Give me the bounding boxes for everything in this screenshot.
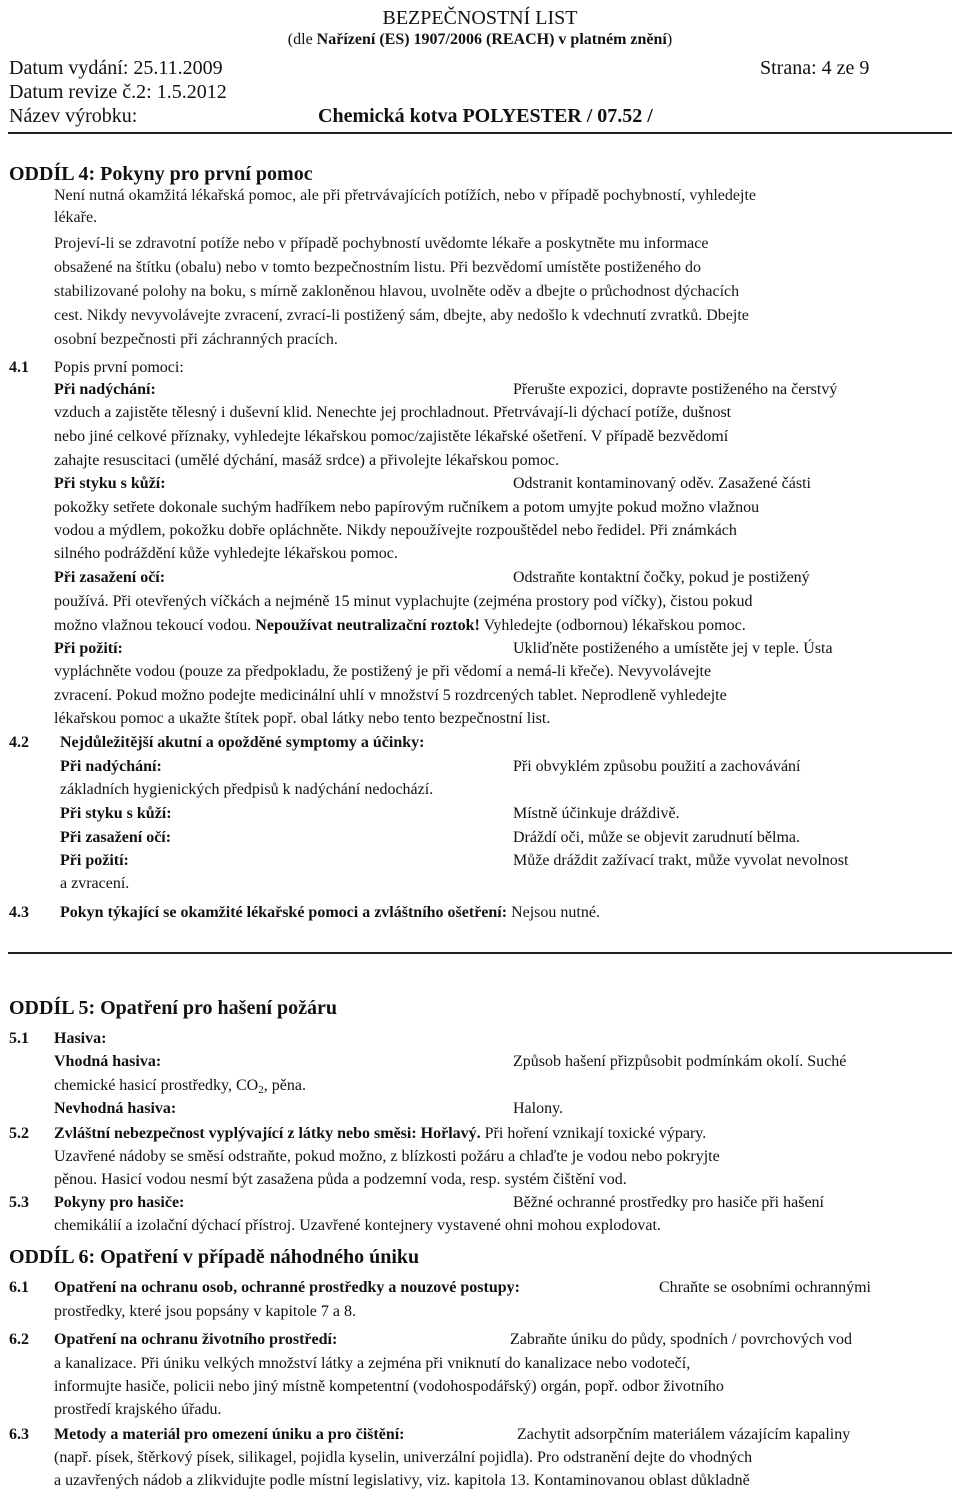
symptom-inhalation-label: Při nadýchání: [60,758,162,775]
s4-text: obsažené na štítku (obalu) nebo v tomto bezpečnostním listu. Při bezvědomí umístěte postiženého do [54,259,701,276]
ingestion-text: zvracení. Pokud možno podejte medicinální uhlí v množství 5 rozdrcených tablet. Neprodleně vyhledejte [54,687,727,704]
s4-text: Není nutná okamžitá lékařská pomoc, ale při přetrvávajících potížích, nebo v případě pochybností, vyhledejte [54,187,756,204]
symptom-eye-label: Při zasažení očí: [60,829,172,846]
subsection-title: Opatření na ochranu osob, ochranné prostředky a nouzové postupy: [54,1279,520,1296]
skin-text: vodou a mýdlem, pokožku dobře opláchněte. Nikdy nepoužívejte rozpouštědel nebo ředidel. Při známkách [54,522,737,539]
skin-text: Odstranit kontaminovaný oděv. Zasažené části [513,475,811,492]
subsection-number: 5.3 [9,1194,29,1211]
subsection-title: Metody a materiál pro omezení úniku a pro čištění: [54,1426,405,1443]
inhalation-text: Přerušte expozici, dopravte postiženého na čerstvý [513,381,838,398]
symptom-ingestion-text: a zvracení. [60,875,130,892]
suitable-media-text: chemické hasicí prostředky, $CO_2$, pěna. [54,1077,306,1096]
section-4-title: ODDÍL 4: Pokyny pro první pomoc [9,163,313,185]
symptom-inhalation-text: základních hygienických předpisů k nadýchání nedochází. [60,781,434,798]
subsection-title: Nejdůležitější akutní a opožděné symptomy a účinky: [60,734,425,751]
subsection-title: Hasiva: [54,1030,107,1047]
inhalation-text: zahajte resuscitaci (umělé dýchání, masáž srdce) a přivolejte lékařskou pomoc. [54,452,560,469]
eye-text: možno vlažnou tekoucí vodou. Nepoužívat neutralizační roztok! Vyhledejte (odbornou) lékařskou pomoc. [54,617,746,634]
ingestion-text: lékařskou pomoc a ukažte štítek popř. obal látky nebo tento bezpečnostní list. [54,710,551,727]
unsuitable-media-text: Halony. [513,1100,564,1117]
s4-text: lékaře. [54,209,98,226]
s6-text: a kanalizace. Při úniku velkých množství látky a zejména při vniknutí do kanalizace nebo vodotečí, [54,1355,691,1372]
ingestion-label: Při požití: [54,640,123,657]
s6-text: prostředí krajského úřadu. [54,1401,222,1418]
inhalation-text: nebo jiné celkové příznaky, vyhledejte lékařskou pomoc/zajistěte lékařské ošetření. V případě bezvědomí [54,428,729,445]
ingestion-text: vypláchněte vodou (pouze za předpokladu, že postižený je při vědomí a nemá-li křeče). Nevyvolávejte [54,663,712,680]
subsection-number: 4.2 [9,734,29,751]
symptom-ingestion-label: Při požití: [60,852,129,869]
s4-text: cest. Nikdy nevyvolávejte zvracení, zvrací-li postižený sám, dbejte, aby nedošlo k vdechnutí zvratků. Dbejte [54,307,749,324]
product-label: Název výrobku: [9,105,138,127]
s5-text: Uzavřené nádoby se směsí odstraňte, pokud možno, z blízkosti požáru a chlaďte je vodou nebo pokryjte [54,1148,720,1165]
s6-text: Zabraňte úniku do půdy, spodních / povrchových vod [510,1331,853,1348]
s4-text: osobní bezpečnosti při záchranných pracích. [54,331,338,348]
s6-text: (např. písek, štěrkový písek, silikagel, pojidla kyselin, univerzální pojidla). Pro odstranění dejte do vhodných [54,1449,753,1466]
suitable-media-label: Vhodná hasiva: [54,1053,162,1070]
s5-text: Běžné ochranné prostředky pro hasiče při hašení [513,1194,824,1211]
suitable-media-text: Způsob hašení přizpůsobit podmínkám okolí. Suché [513,1053,847,1070]
symptom-skin-text: Místně účinkuje dráždivě. [513,805,680,822]
subsection-number: 5.1 [9,1030,29,1047]
subsection-number: 6.1 [9,1279,29,1296]
eye-text: používá. Při otevřených víčkách a nejméně 15 minut vyplachujte (zejména prostory pod víčky), čistou pokud [54,593,753,610]
subsection-title: Pokyny pro hasiče: [54,1194,185,1211]
skin-text: silného podráždění kůže vyhledejte lékařskou pomoc. [54,545,398,562]
inhalation-label: Při nadýchání: [54,381,156,398]
symptom-eye-text: Dráždí oči, může se objevit zarudnutí bělma. [513,829,801,846]
subsection-number: 4.1 [9,359,29,376]
subsection-number: 6.3 [9,1426,29,1443]
subsection-4-3: Pokyn týkající se okamžité lékařské pomoci a zvláštního ošetření: Nejsou nutné. [60,904,600,921]
product-name: Chemická kotva POLYESTER / 07.52 / [318,105,653,127]
regulation-subtitle: (dle Nařízení (ES) 1907/2006 (REACH) v platném znění) [287,31,673,48]
symptom-skin-label: Při styku s kůží: [60,805,172,822]
skin-label: Při styku s kůží: [54,475,166,492]
skin-text: pokožky setřete dokonale suchým hadříkem nebo papírovým ručníkem a potom umyjte pokud možno vlažnou [54,499,760,516]
symptom-inhalation-text: Při obvyklém způsobu použití a zachovávání [513,758,801,775]
subsection-5-2: Zvláštní nebezpečnost vyplývající z látky nebo směsi: Hořlavý. Při hoření vznikají toxické výpary. [54,1125,707,1142]
subsection-number: 6.2 [9,1331,29,1348]
s6-text: Zachytit adsorpčním materiálem vázajícím kapaliny [517,1426,851,1443]
issue-date: Datum vydání: 25.11.2009 [9,57,223,79]
s6-text: a uzavřených nádob a zlikvidujte podle místní legislativy, viz. kapitola 13. Kontaminovanou oblast důkladně [54,1472,750,1489]
subsection-number: 5.2 [9,1125,29,1142]
subsection-number: 4.3 [9,904,29,921]
page-number: Strana: 4 ze 9 [760,57,870,79]
eye-label: Při zasažení očí: [54,569,166,586]
s6-text: informujte hasiče, policii nebo jiný místně kompetentní (vodohospodářský) orgán, popř. odbor životního [54,1378,724,1395]
s4-text: Projeví-li se zdravotní potíže nebo v případě pochybností uvědomte lékaře a poskytněte mu informace [54,235,709,252]
s4-text: stabilizované polohy na boku, s mírně zakloněnou hlavou, uvolněte oděv a dbejte o průchodnost dýchacích [54,283,740,300]
subsection-title: Opatření na ochranu životního prostředí: [54,1331,338,1348]
header-rule [8,132,952,134]
inhalation-text: vzduch a zajistěte tělesný i duševní klid. Nenechte jej prochladnout. Přetrvávají-li dýchací potíže, dušnost [54,404,732,421]
subsection-title: Popis první pomoci: [54,359,184,376]
symptom-ingestion-text: Může dráždit zažívací trakt, může vyvolat nevolnost [513,852,849,869]
section-5-title: ODDÍL 5: Opatření pro hašení požáru [9,997,337,1019]
unsuitable-media-label: Nevhodná hasiva: [54,1100,177,1117]
ingestion-text: Ukliďněte postiženého a umístěte jej v teple. Ústa [513,640,833,657]
s6-text: Chraňte se osobními ochrannými [659,1279,871,1296]
revision-date: Datum revize č.2: 1.5.2012 [9,81,227,103]
s5-text: pěnou. Hasicí vodou nesmí být zasažena půda a podzemní voda, resp. systém čištění vod. [54,1171,627,1188]
section-6-title: ODDÍL 6: Opatření v případě náhodného úniku [9,1246,420,1268]
s6-text: prostředky, které jsou popsány v kapitole 7 a 8. [54,1303,357,1320]
eye-text: Odstraňte kontaktní čočky, pokud je postižený [513,569,810,586]
document-title: BEZPEČNOSTNÍ LIST [382,7,578,29]
s5-text: chemikálií a izolační dýchací přístroj. Uzavřené kontejnery vystavené ohni mohou explodovat. [54,1217,661,1234]
section-rule [8,952,952,954]
